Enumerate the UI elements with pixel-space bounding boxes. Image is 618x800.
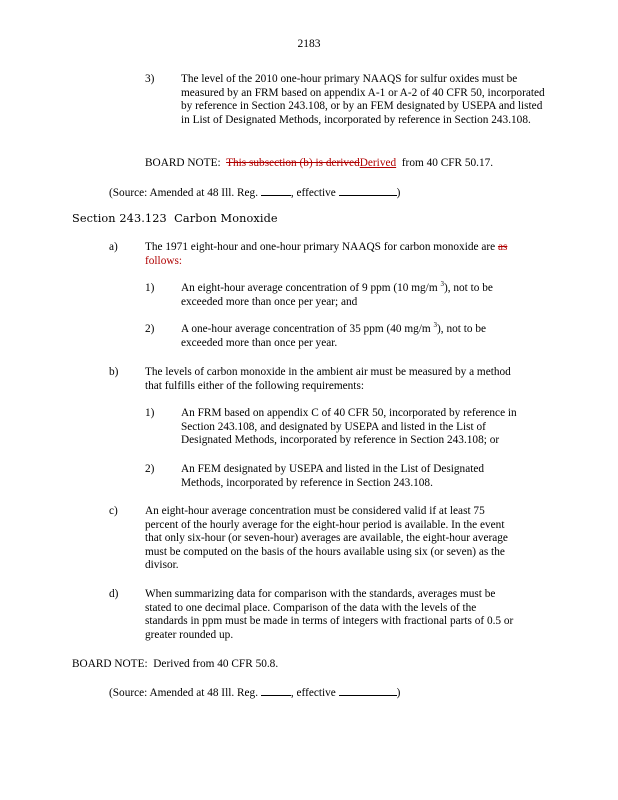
item-a2-line1-end: ), not to be [437, 323, 486, 335]
source-prefix: (Source: Amended at 48 Ill. Reg. [109, 687, 259, 699]
item-b1-text [181, 407, 517, 448]
item-a-text [145, 241, 545, 268]
page-number: 2183 [297, 38, 321, 50]
item-b-line1: The levels of carbon monoxide in the ambient air must be measured by a method [145, 366, 511, 378]
section-heading: Section 243.123 Carbon Monoxide [72, 212, 278, 225]
blank-line [261, 685, 291, 696]
item-c-line2: percent of the hourly average for the eight-hour period is available. In the event [145, 518, 505, 531]
item-d-text [145, 588, 513, 642]
item-c-line5: divisor. [145, 559, 179, 572]
board-note-rest: from 40 CFR 50.17. [401, 157, 494, 169]
item-3-number: 3) [145, 73, 155, 85]
item-b2-line1: An FEM designated by USEPA and listed in the List of Designated [181, 463, 485, 475]
item-b2-line2: Methods, incorporated by reference in Section 243.108. [181, 476, 433, 489]
item-a2-number: 2) [145, 323, 155, 335]
blank-line [339, 185, 397, 196]
source-note-2 [109, 685, 400, 701]
item-c-text [145, 505, 508, 573]
item-a2-line1: A one-hour average concentration of 35 ppm (40 mg/m [181, 323, 431, 335]
item-c-line1: An eight-hour average concentration must be considered valid if at least 75 [145, 505, 485, 517]
item-a1-line2: exceeded more than once per year; and [181, 295, 358, 308]
source-note-1 [109, 185, 400, 201]
item-a1-line1: An eight-hour average concentration of 9 ppm (10 mg/m [181, 282, 438, 294]
item-b1-line2: Section 243.108, and designated by USEPA and listed in the List of [181, 420, 486, 433]
item-3-text: The level of the 2010 one-hour primary NAAQS for sulfur oxides must be measured by an FRM based on appendix A-1 or A-2 of 40 CFR 50, incorporated by reference in Section 243.108, or by an FEM designated by USEPA and listed in List of Designated Methods, incorporated by reference in Section 243.108. [181, 73, 545, 126]
blank-line [339, 685, 397, 696]
item-a1-text [181, 282, 493, 309]
item-b1-line1: An FRM based on appendix C of 40 CFR 50, incorporated by reference in [181, 407, 517, 419]
item-a2-text [181, 323, 486, 350]
source-middle: , effective [290, 187, 336, 199]
deleted-text: as [497, 241, 508, 253]
superscript: 3 [440, 280, 444, 288]
item-b-line2: that fulfills either of the following requirements: [145, 379, 364, 392]
item-b-text [145, 366, 511, 393]
inserted-text: follows: [145, 254, 183, 267]
item-a1-number: 1) [145, 282, 155, 294]
item-b1-line3: Designated Methods, incorporated by reference in Section 243.108; or [181, 434, 500, 447]
item-d-line4: greater rounded up. [145, 628, 234, 641]
superscript: 3 [433, 321, 438, 329]
deleted-text: This subsection (b) is derived [226, 157, 360, 169]
item-a2-line2: exceeded more than once per year. [181, 336, 338, 349]
item-b2-text [181, 463, 484, 490]
source-suffix: ) [396, 687, 401, 699]
source-middle: , effective [290, 687, 336, 699]
item-b2-number: 2) [145, 463, 155, 475]
item-b1-number: 1) [145, 407, 155, 419]
item-d-line3: standards in ppm must be made in terms of integers with fractional parts of 0.5 or [145, 615, 514, 628]
item-b-number: b) [109, 366, 119, 378]
source-suffix: ) [396, 187, 401, 199]
inserted-text: Derived [359, 157, 397, 169]
board-note-1 [145, 157, 493, 171]
board-note-label: BOARD NOTE: [145, 157, 221, 169]
item-d-number: d) [109, 588, 119, 600]
source-prefix: (Source: Amended at 48 Ill. Reg. [109, 187, 259, 199]
item-c-number: c) [109, 505, 118, 517]
item-c-line3: that only six-hour (or seven-hour) averages are available, the eight-hour average [145, 532, 508, 545]
item-d-line1: When summarizing data for comparison with the standards, averages must be [145, 588, 496, 600]
item-d-line2: stated to one decimal place. Comparison of the data with the levels of the [145, 601, 477, 614]
item-a-text-main: The 1971 eight-hour and one-hour primary NAAQS for carbon monoxide are [145, 241, 496, 253]
item-a-number: a) [109, 241, 118, 253]
blank-line [261, 185, 291, 196]
item-a1-line1-end: ), not to be [443, 282, 493, 294]
item-c-line4: must be computed on the basis of the hours available using six (or seven) as the [145, 545, 505, 558]
board-note-2: BOARD NOTE: Derived from 40 CFR 50.8. [72, 658, 279, 670]
